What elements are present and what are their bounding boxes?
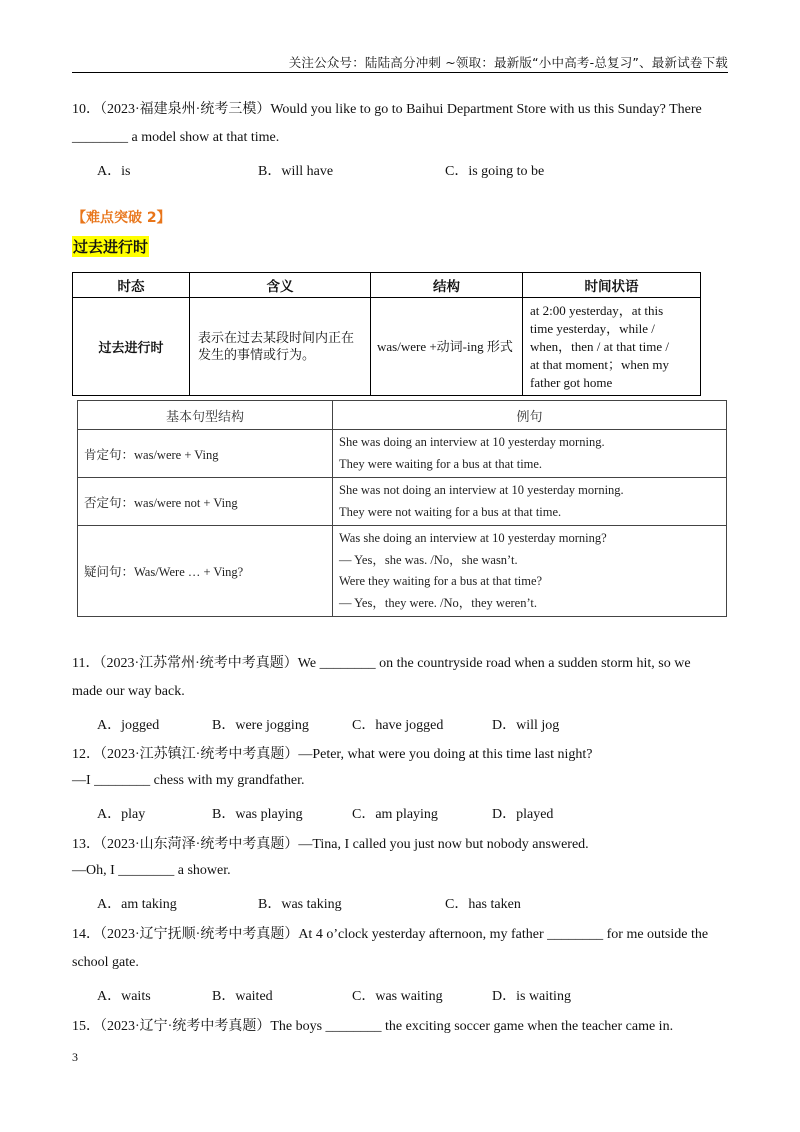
header-divider bbox=[72, 72, 728, 73]
example-sentence: — Yes，she was. /No，she wasn’t. bbox=[339, 552, 518, 567]
example-sentence: — Yes，they were. /No，they weren’t. bbox=[339, 595, 537, 610]
table-header: 例句 bbox=[333, 401, 727, 430]
question-10-option-b: B．will have bbox=[258, 164, 334, 179]
pattern-label: 疑问句：Was/Were … + Ving? bbox=[78, 526, 333, 617]
table-header: 时态 bbox=[73, 273, 190, 298]
page-number: 3 bbox=[72, 1050, 78, 1064]
tense-summary-table bbox=[72, 272, 701, 396]
adverbial-line: at 2:00 yesterday，at this bbox=[530, 302, 664, 318]
structure-cell: was/were +动词-ing 形式 bbox=[371, 298, 523, 396]
example-sentence: Were they waiting for a bus at that time? bbox=[339, 574, 543, 588]
pattern-label: 否定句：was/were not + Ving bbox=[78, 478, 333, 526]
adverbial-line: father got home bbox=[530, 374, 613, 390]
question-15-stem: 15．（2023·辽宁·统考中考真题）The boys ________ the exciting soccer game when the teacher came in. bbox=[72, 1019, 674, 1034]
section-subtitle: 过去进行时 bbox=[73, 238, 149, 256]
example-sentence: They were waiting for a bus at that time. bbox=[339, 456, 543, 471]
question-14-option-d: D．is waiting bbox=[492, 989, 571, 1004]
question-14-option-a: A．waits bbox=[97, 989, 151, 1004]
question-10-option-a: A．is bbox=[97, 164, 131, 179]
section-title: 【难点突破 2】 bbox=[72, 210, 171, 226]
question-10-option-c: C．is going to be bbox=[445, 164, 545, 179]
page-header: 关注公众号：陆陆高分冲刺 ~领取：最新版“小中高考-总复习”、最新试卷下载 bbox=[288, 55, 728, 70]
question-10-stem-cont: ________ a model show at that time. bbox=[72, 130, 280, 145]
example-cell bbox=[333, 430, 727, 478]
question-11-stem: 11．（2023·江苏常州·统考中考真题）We ________ on the countryside road when a sudden storm hit, so we bbox=[72, 656, 691, 671]
question-12-stem: 12．（2023·江苏镇江·统考中考真题）—Peter, what were you doing at this time last night? bbox=[72, 747, 593, 762]
adverbial-line: at that moment；when my bbox=[530, 356, 670, 372]
question-14-option-b: B．waited bbox=[212, 989, 273, 1004]
question-12-option-a: A．play bbox=[97, 807, 146, 822]
pattern-label: 肯定句：was/were + Ving bbox=[78, 430, 333, 478]
question-11-option-a: A．jogged bbox=[97, 718, 160, 733]
question-12-stem-cont: —I ________ chess with my grandfather. bbox=[72, 773, 305, 788]
question-13-stem: 13．（2023·山东菏泽·统考中考真题）—Tina, I called you just now but nobody answered. bbox=[72, 837, 589, 852]
time-adverbial-cell bbox=[523, 298, 701, 396]
example-sentence: She was not doing an interview at 10 yesterday morning. bbox=[339, 483, 624, 497]
example-sentence: Was she doing an interview at 10 yesterday morning? bbox=[339, 531, 607, 545]
question-11-option-b: B．were jogging bbox=[212, 718, 309, 733]
question-13-option-b: B．was taking bbox=[258, 897, 342, 912]
meaning-cell: 表示在过去某段时间内正在发生的事情或行为。 bbox=[190, 298, 371, 396]
question-11-option-d: D．will jog bbox=[492, 718, 560, 733]
question-11-option-c: C．have jogged bbox=[352, 718, 444, 733]
tense-cell: 过去进行时 bbox=[73, 298, 190, 396]
question-12-option-d: D．played bbox=[492, 807, 554, 822]
question-13-option-c: C．has taken bbox=[445, 897, 521, 912]
question-10-stem: 10．（2023·福建泉州·统考三模）Would you like to go to Baihui Department Store with us this Sunday? There bbox=[72, 102, 702, 117]
table-header: 基本句型结构 bbox=[78, 401, 333, 430]
question-11-stem-cont: made our way back. bbox=[72, 684, 185, 699]
example-cell bbox=[333, 478, 727, 526]
question-14-stem: 14．（2023·辽宁抚顺·统考中考真题）At 4 o’clock yesterday afternoon, my father ________ for me outside the bbox=[72, 927, 709, 942]
example-sentence: They were not waiting for a bus at that time. bbox=[339, 504, 562, 519]
example-cell bbox=[333, 526, 727, 617]
question-13-stem-cont: —Oh, I ________ a shower. bbox=[72, 863, 231, 878]
adverbial-line: when，then / at that time / bbox=[530, 338, 669, 354]
table-header: 结构 bbox=[371, 273, 523, 298]
question-14-stem-cont: school gate. bbox=[72, 955, 139, 970]
example-sentence: She was doing an interview at 10 yesterday morning. bbox=[339, 435, 605, 449]
table-header: 含义 bbox=[190, 273, 371, 298]
question-12-option-b: B．was playing bbox=[212, 807, 303, 822]
question-14-option-c: C．was waiting bbox=[352, 989, 443, 1004]
question-13-option-a: A．am taking bbox=[97, 897, 177, 912]
adverbial-line: time yesterday，while / bbox=[530, 320, 655, 336]
sentence-pattern-table bbox=[77, 400, 727, 617]
table-header: 时间状语 bbox=[523, 273, 701, 298]
question-12-option-c: C．am playing bbox=[352, 807, 438, 822]
